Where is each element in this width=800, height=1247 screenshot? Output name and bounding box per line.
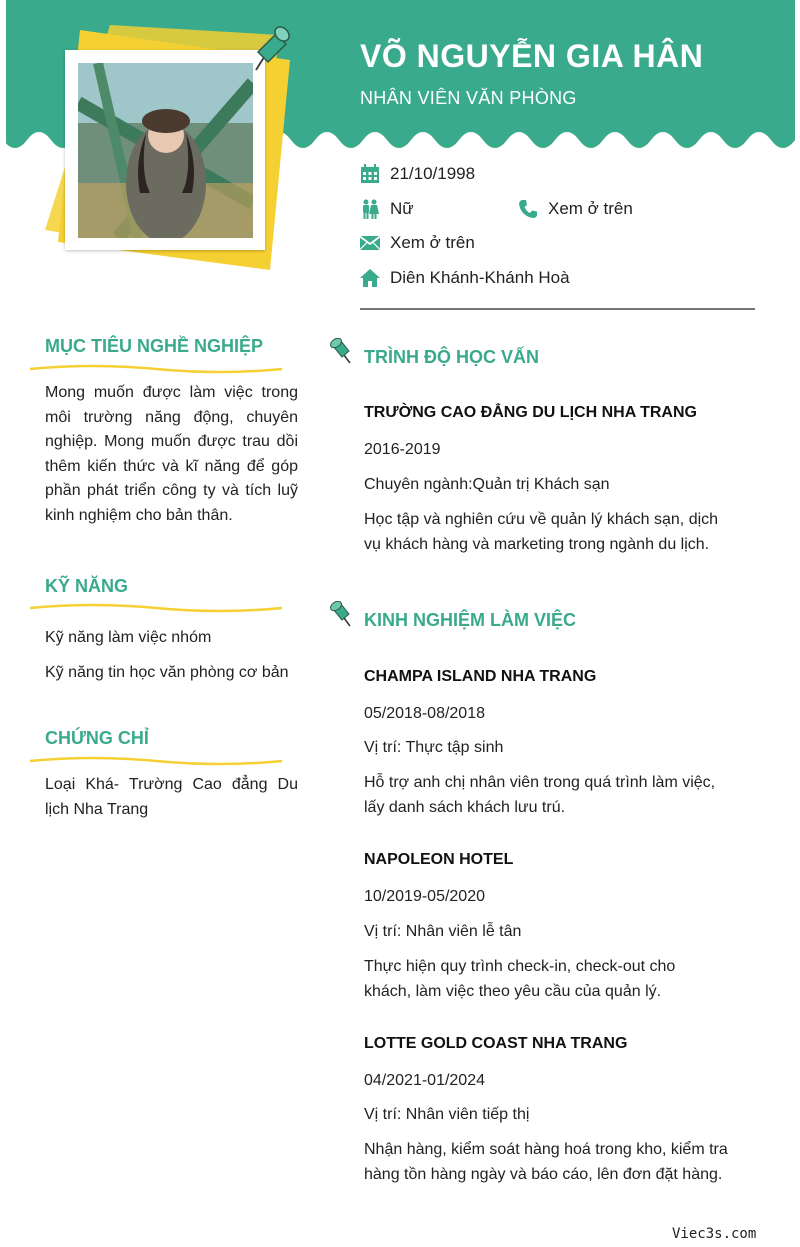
email-value[interactable]: Xem ở trên bbox=[390, 233, 475, 252]
pushpin-icon bbox=[328, 601, 356, 629]
birthday-row bbox=[360, 164, 475, 184]
brand-watermark: Viec3s.com bbox=[672, 1226, 757, 1242]
job-position: Vị trí: Nhân viên tiếp thị bbox=[364, 1106, 530, 1123]
job-company: NAPOLEON HOTEL bbox=[364, 851, 514, 868]
objective-underline bbox=[28, 361, 284, 377]
pushpin-icon bbox=[328, 338, 356, 366]
job-period: 10/2019-05/2020 bbox=[364, 888, 485, 905]
job-period: 04/2021-01/2024 bbox=[364, 1072, 485, 1089]
candidate-name: VÕ NGUYỄN GIA HÂN bbox=[360, 38, 704, 74]
job-position: Vị trí: Nhân viên lễ tân bbox=[364, 923, 522, 940]
school-name: TRƯỜNG CAO ĐẲNG DU LỊCH NHA TRANG bbox=[364, 404, 697, 421]
profile-photo bbox=[78, 63, 253, 238]
birthday-value: 21/10/1998 bbox=[390, 164, 476, 183]
job-position: Vị trí: Thực tập sinh bbox=[364, 739, 504, 756]
education-major: Chuyên ngành:Quản trị Khách sạn bbox=[364, 476, 610, 493]
job-company: CHAMPA ISLAND NHA TRANG bbox=[364, 668, 597, 685]
contact-divider bbox=[360, 308, 755, 310]
gender-icon bbox=[360, 199, 380, 219]
gender-value: Nữ bbox=[390, 199, 414, 218]
skill-item: Kỹ năng làm việc nhóm bbox=[45, 629, 212, 646]
candidate-role: NHÂN VIÊN VĂN PHÒNG bbox=[360, 88, 577, 108]
objective-text: Mong muốn được làm việc trong môi trường năng động, chuyên nghiệp. Mong muốn được trau dồi thêm kiến thức và kĩ năng để góp phần phát triển công ty và tích luỹ kinh nghiệm cho bản thân. bbox=[45, 384, 298, 524]
skills-underline bbox=[28, 600, 284, 616]
skill-item: Kỹ năng tin học văn phòng cơ bản bbox=[45, 664, 289, 681]
certificates-heading: CHỨNG CHỈ bbox=[45, 728, 149, 748]
phone-row bbox=[518, 199, 633, 219]
certificate-item: Loại Khá- Trường Cao đẳng Du lịch Nha Trang bbox=[45, 776, 298, 818]
calendar-icon bbox=[360, 164, 380, 184]
education-heading: TRÌNH ĐỘ HỌC VẤN bbox=[364, 347, 539, 367]
email-row bbox=[360, 233, 475, 253]
email-icon bbox=[360, 233, 380, 253]
address-row bbox=[360, 268, 570, 288]
job-description: Nhận hàng, kiểm soát hàng hoá trong kho, kiểm tra hàng tồn hàng ngày và báo cáo, lên đơn đặt hàng. bbox=[364, 1141, 728, 1183]
experience-heading: KINH NGHIỆM LÀM VIỆC bbox=[364, 610, 577, 630]
phone-value[interactable]: Xem ở trên bbox=[548, 199, 633, 218]
pushpin-icon bbox=[244, 22, 294, 74]
education-description: Học tập và nghiên cứu về quản lý khách sạn, dịch vụ khách hàng và marketing trong ngành du lịch. bbox=[364, 511, 719, 553]
job-description: Thực hiện quy trình check-in, check-out cho khách, làm việc theo yêu cầu của quản lý. bbox=[364, 958, 676, 1000]
education-period: 2016-2019 bbox=[364, 441, 441, 458]
job-company: LOTTE GOLD COAST NHA TRANG bbox=[364, 1035, 628, 1052]
job-period: 05/2018-08/2018 bbox=[364, 705, 485, 722]
skills-heading: KỸ NĂNG bbox=[45, 576, 129, 596]
gender-row bbox=[360, 199, 414, 219]
address-value: Diên Khánh-Khánh Hoà bbox=[390, 268, 570, 287]
objective-heading: MỤC TIÊU NGHỀ NGHIỆP bbox=[45, 336, 264, 356]
phone-icon bbox=[518, 199, 538, 219]
certificates-underline bbox=[28, 753, 284, 769]
job-description: Hỗ trợ anh chị nhân viên trong quá trình làm việc, lấy danh sách khách lưu trú. bbox=[364, 774, 716, 816]
home-icon bbox=[360, 268, 380, 288]
